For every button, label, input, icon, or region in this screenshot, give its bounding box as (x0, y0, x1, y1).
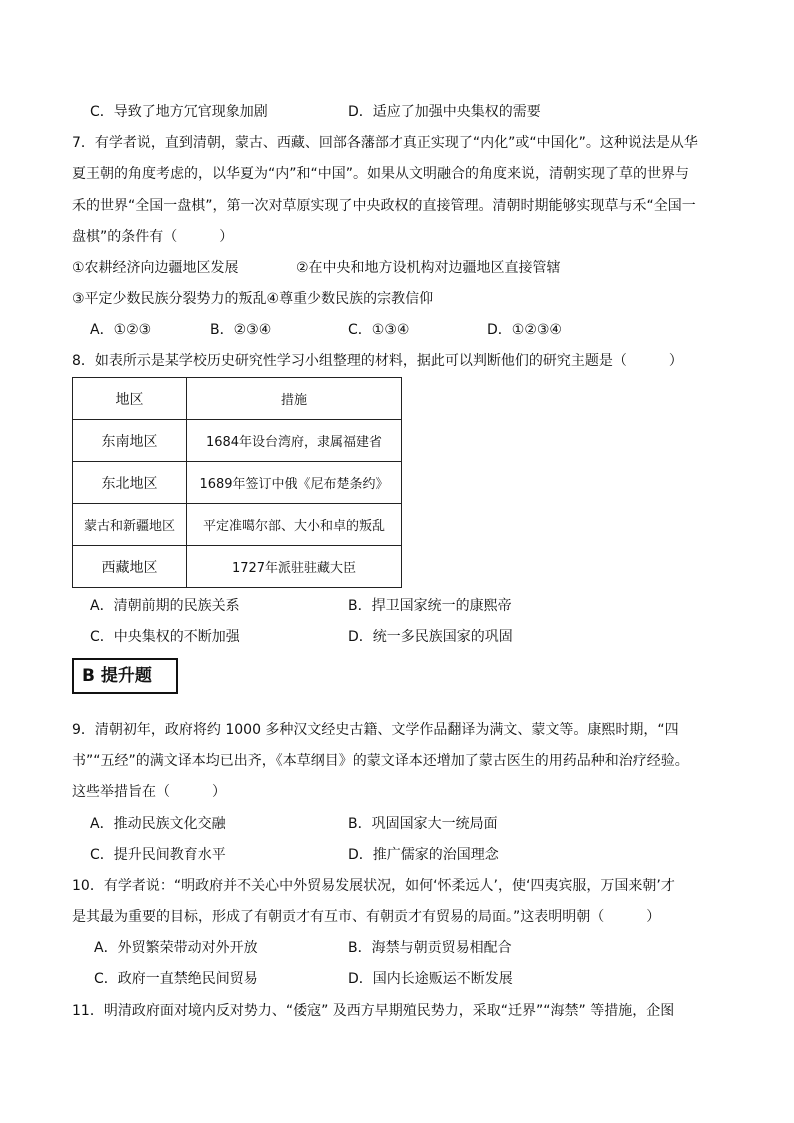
table-row (73, 420, 402, 462)
q9-option-c: C．提升民间教育水平 (90, 847, 226, 863)
table-cell-measure: 1689年签订中俄《尼布楚条约》 (187, 462, 402, 504)
table-cell-measure: 平定准噶尔部、大小和卓的叛乱 (187, 504, 402, 546)
q7-stem-line-3: 禾的世界“全国一盘棋”，第一次对草原实现了中央政权的直接管理。清朝时期能够实现草与禾“全国一 (72, 198, 696, 214)
q7-item-1: ①农耕经济向边疆地区发展 (72, 260, 239, 276)
q7-item-2: ②在中央和地方设机构对边疆地区直接管辖 (296, 260, 561, 276)
q9-stem-line-2: 书”“五经”的满文译本均已出齐，《本草纲目》的蒙文译本还增加了蒙古医生的用药品种和治疗经验。 (72, 753, 689, 769)
table-cell-region: 蒙古和新疆地区 (73, 504, 187, 546)
q6-option-c: C．导致了地方冗官现象加剧 (90, 104, 268, 120)
q7-stem-line-4: 盘棋”的条件有（ ） (72, 229, 234, 245)
table-cell-region: 东南地区 (73, 420, 187, 462)
q6-option-d: D．适应了加强中央集权的需要 (348, 104, 541, 120)
q9-option-b: B．巩固国家大一统局面 (348, 816, 498, 832)
q9-option-d: D．推广儒家的治国理念 (348, 847, 499, 863)
q8-option-a: A．清朝前期的民族关系 (90, 598, 240, 614)
section-b-heading: B 提升题 (72, 658, 178, 694)
q10-option-d: D．国内长途贩运不断发展 (348, 971, 513, 987)
table-cell-region: 东北地区 (73, 462, 187, 504)
q10-stem-line-2: 是其最为重要的目标，形成了有朝贡才有互市、有朝贡才有贸易的局面。”这表明明朝（ ） (72, 909, 661, 925)
q8-option-b: B．捍卫国家统一的康熙帝 (348, 598, 512, 614)
q7-option-b: B．②③④ (210, 322, 272, 338)
q8-table (72, 377, 402, 588)
q10-stem-line-1: 10．有学者说：“明政府并不关心中外贸易发展状况，如何‘怀柔远人’，使‘四夷宾服，万国来朝’才 (72, 878, 675, 894)
q8-stem: 8．如表所示是某学校历史研究性学习小组整理的材料，据此可以判断他们的研究主题是（ ） (72, 353, 683, 369)
table-header-region: 地区 (73, 378, 187, 420)
q8-option-c: C．中央集权的不断加强 (90, 629, 240, 645)
table-cell-measure: 1727年派驻驻藏大臣 (187, 546, 402, 588)
q7-stem-line-1: 7．有学者说，直到清朝，蒙古、西藏、回部各藩部才真正实现了“内化”或“中国化”。这种说法是从华 (72, 135, 698, 151)
table-row (73, 462, 402, 504)
q10-option-b: B．海禁与朝贡贸易相配合 (348, 940, 512, 956)
q9-stem-line-1: 9．清朝初年，政府将约 1000 多种汉文经史古籍、文学作品翻译为满文、蒙文等。康熙时期，“四 (72, 722, 679, 738)
table-row (73, 546, 402, 588)
q10-option-c: C．政府一直禁绝民间贸易 (94, 971, 258, 987)
q7-option-c: C．①③④ (348, 322, 410, 338)
q7-option-d: D．①②③④ (487, 322, 562, 338)
q8-option-d: D．统一多民族国家的巩固 (348, 629, 513, 645)
q9-stem-line-3: 这些举措旨在（ ） (72, 784, 226, 800)
q7-option-a: A．①②③ (90, 322, 152, 338)
q7-item-3-4: ③平定少数民族分裂势力的叛乱④尊重少数民族的宗教信仰 (72, 291, 434, 307)
q11-stem-line-1: 11．明清政府面对境内反对势力、“倭寇” 及西方早期殖民势力，采取“迁界”“海禁” 等措施，企图 (72, 1003, 675, 1019)
table-cell-region: 西藏地区 (73, 546, 187, 588)
q7-stem-line-2: 夏王朝的角度考虑的，以华夏为“内”和“中国”。如果从文明融合的角度来说，清朝实现了草的世界与 (72, 166, 690, 182)
table-header-measure: 措施 (187, 378, 402, 420)
q10-option-a: A．外贸繁荣带动对外开放 (94, 940, 258, 956)
table-header-row (73, 378, 402, 420)
q9-option-a: A．推动民族文化交融 (90, 816, 226, 832)
table-row (73, 504, 402, 546)
table-cell-measure: 1684年设台湾府，隶属福建省 (187, 420, 402, 462)
